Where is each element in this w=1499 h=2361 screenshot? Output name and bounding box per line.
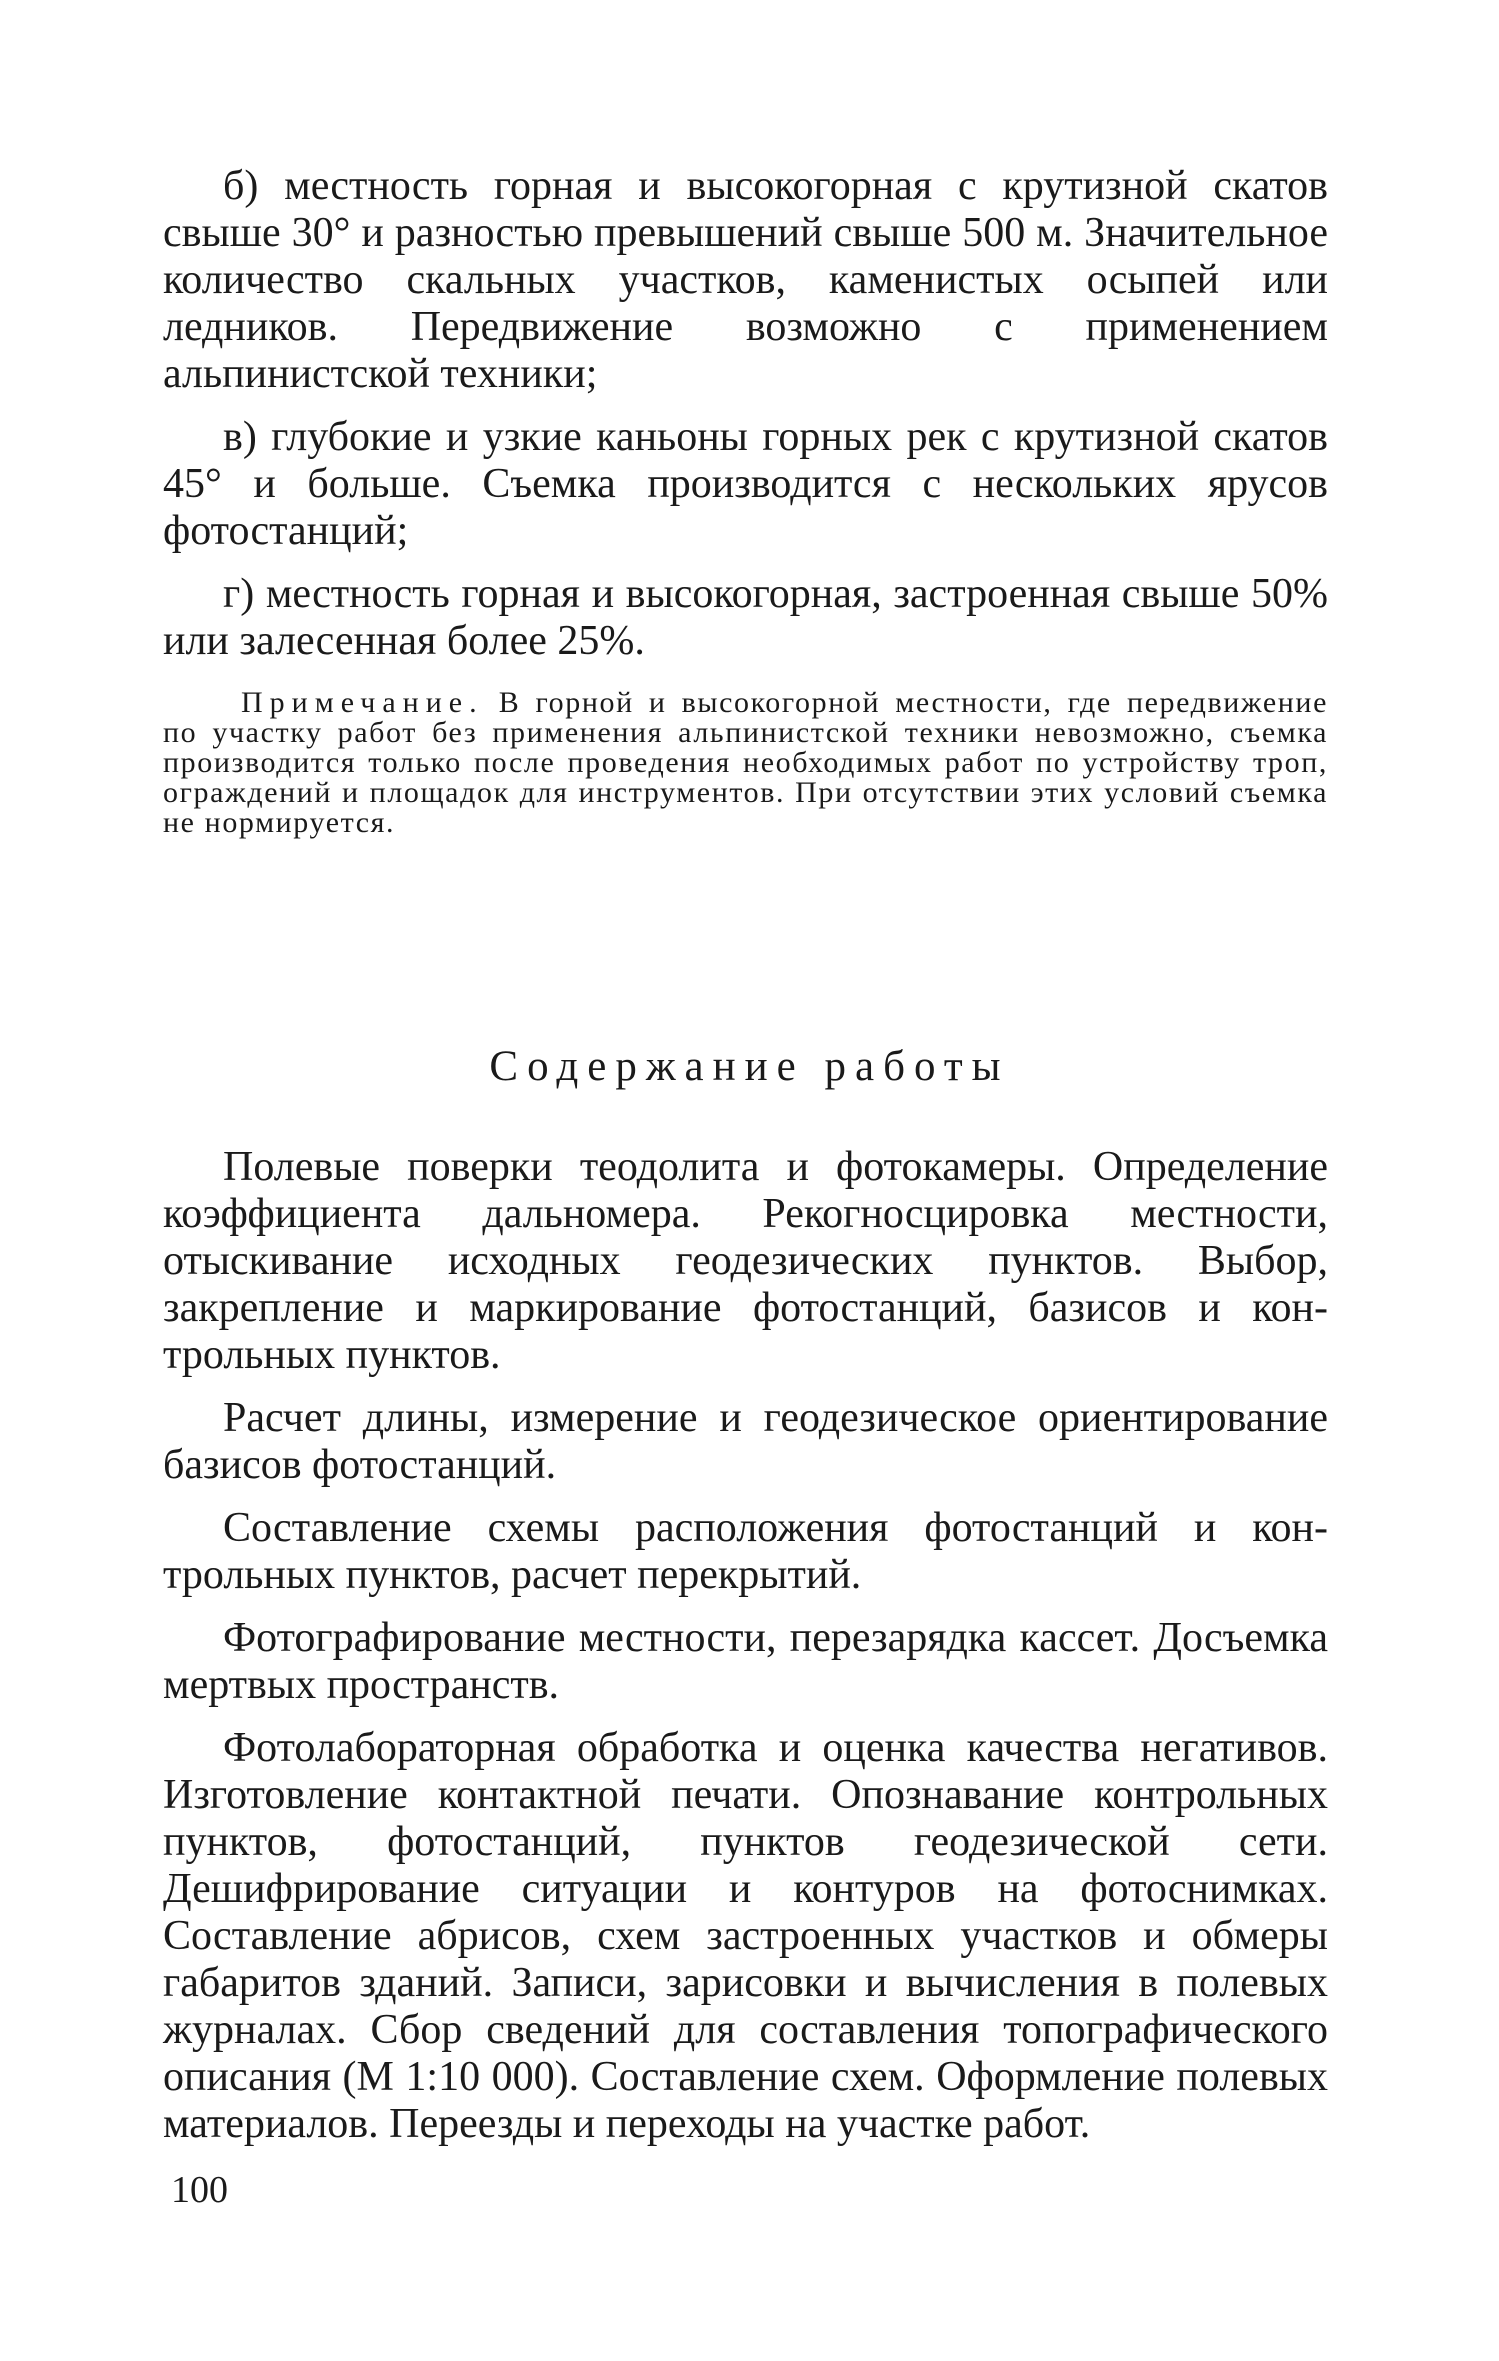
note-paragraph (163, 688, 1328, 838)
note-text: В горной и высокогорной местности, где передвижение по участку работ без применения альпинистской техники невозможно, съемка производится только после проведения необходимых работ по устройству троп, ограждений и площадок для инструментов. При отсутствии этих условий съемка не нормируется. (163, 686, 1328, 839)
paragraph-category-g: г) местность горная и высокогорная, застроенная свыше 50% или залесенная более 25%. (163, 571, 1328, 664)
paragraph-lab-processing: Фотолабораторная обработка и оценка качества негативов. Изготовление контактной печати. Опознавание контрольных пунктов, фотостанций, пунктов геодезической сети. Дешифрирование ситуации и контуров на фотоснимках. Составление абрисов, схем застроенных участков и обмеры габаритов зданий. Записи, зарисовки и вычисления в полевых журналах. Сбор сведений для составления топографического описания (М 1:10 000). Составление схем. Оформление полевых материалов. Переезды и переходы на участке работ. (163, 1725, 1328, 2147)
note-label: Примечание. (241, 686, 484, 719)
page-number: 100 (171, 2169, 228, 2211)
paragraph-station-scheme: Составление схемы расположения фотостанций и контрольных пунктов, расчет перекрытий. (163, 1505, 1328, 1598)
paragraph-field-checks: Полевые поверки теодолита и фотокамеры. Определение коэффициента дальномера. Рекогносцировка местности, отыскивание исходных геодезических пунктов. Выбор, закрепление и маркирование фотостанций, базисов и контрольных пунктов. (163, 1144, 1328, 1378)
work-content-block (163, 1144, 1328, 2148)
terrain-categories-block (163, 163, 1328, 665)
paragraph-category-b: б) местность горная и высокогорная с крутизной скатов свыше 30° и разностью превышений свыше 500 м. Значительное количество скальных участков, каменистых осыпей или ледников. Передвижение возможно с применением альпинистской техники; (163, 163, 1328, 397)
paragraph-basis-calculation: Расчет длины, измерение и геодезическое ориентирование базисов фотостанций. (163, 1395, 1328, 1488)
paragraph-photographing: Фотографирование местности, перезарядка кассет. Досъемка мертвых пространств. (163, 1615, 1328, 1708)
paragraph-category-v: в) глубокие и узкие каньоны горных рек с крутизной скатов 45° и больше. Съемка производится с нескольких ярусов фотостанций; (163, 414, 1328, 554)
section-heading: Содержание работы (489, 1043, 1010, 1090)
